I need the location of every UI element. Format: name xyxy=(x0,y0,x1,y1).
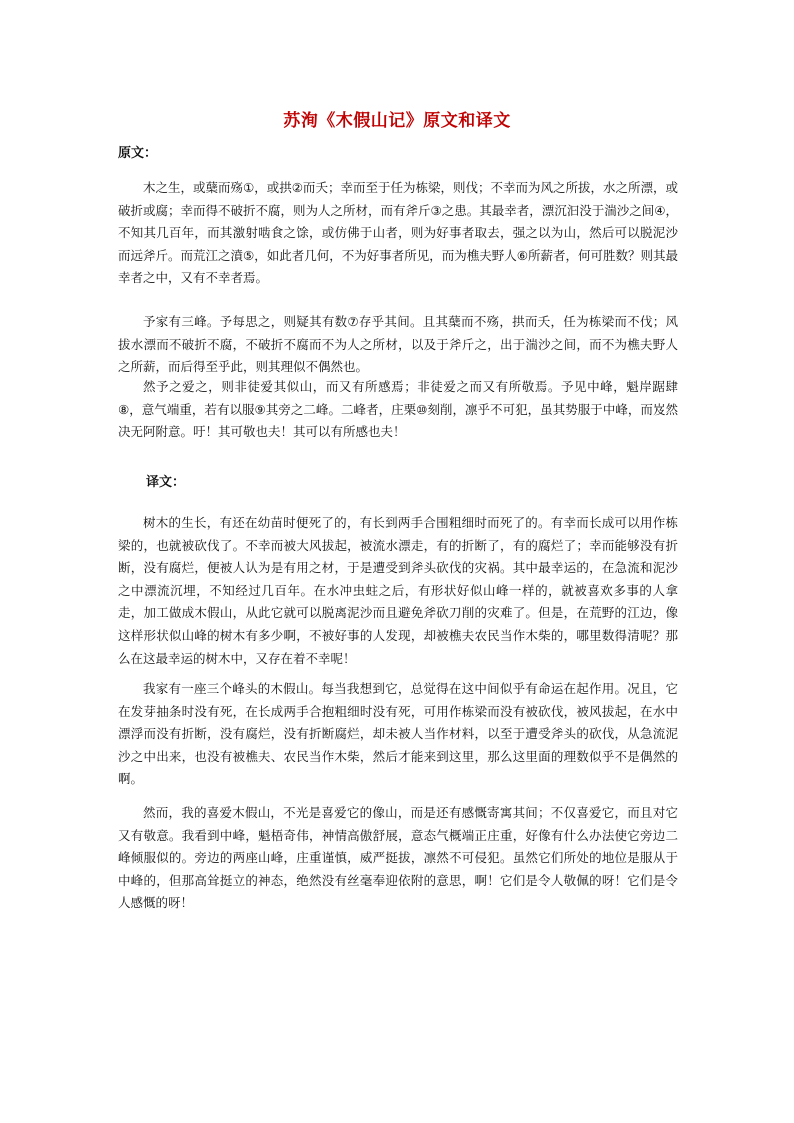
document-title: 苏洵《木假山记》原文和译文 xyxy=(283,111,511,131)
translation-paragraph-2: 我家有一座三个峰头的木假山。每当我想到它，总觉得在这中间似乎有命运在起作用。况且，它在发芽抽条时没有死，在长成两手合抱粗细时没有死，可用作栋梁而没有被砍伐，被风拔起，在水中漂浮而没有折断，没有腐烂，没有折断腐烂，却未被人当作材料，以至于遭受斧头的砍伐，从急流泥沙之中出来，也没有被樵夫、农民当作木柴，然后才能来到这里，那么这里面的理数似乎不是偶然的啊。 xyxy=(118,681,678,787)
translation-label: 译文： xyxy=(146,475,186,490)
original-text-label: 原文： xyxy=(118,146,158,161)
translation-paragraph-1: 树木的生长，有还在幼苗时便死了的，有长到两手合围粗细时而死了的。有幸而长成可以用作栋梁的，也就被砍伐了。不幸而被大风拔起，被流水漂走，有的折断了，有的腐烂了；幸而能够没有折断，没有腐烂，便被人认为是有用之材，于是遭受到斧头砍伐的灾祸。其中最幸运的，在急流和泥沙之中漂流沉埋，不知经过几百年。在水冲虫蛀之后，有形状好似山峰一样的，就被喜欢多事的人拿走，加工做成木假山，从此它就可以脱离泥沙而且避免斧砍刀削的灾难了。但是，在荒野的江边，像这样形状似山峰的树木有多少啊，不被好事的人发现，却被樵夫农民当作木柴的，哪里数得清呢？那么在这最幸运的树木中，又存在着不幸呢！ xyxy=(118,515,678,666)
translation-paragraph-3: 然而，我的喜爱木假山，不光是喜爱它的像山，而是还有感慨寄寓其间；不仅喜爱它，而且对它又有敬意。我看到中峰，魁梧奇伟，神情高傲舒展，意态气概端正庄重，好像有什么办法使它旁边二峰倾服似的。旁边的两座山峰，庄重谨慎，威严挺拔，凛然不可侵犯。虽然它们所处的地位是服从于中峰的，但那高耸挺立的神态，绝然没有丝毫奉迎依附的意思，啊！它们是令人敬佩的呀！它们是令人感慨的呀！ xyxy=(118,805,678,911)
original-paragraph-3: 然予之爱之，则非徒爱其似山，而又有所感焉；非徒爱之而又有所敬焉。予见中峰，魁岸踞肆⑧，意气端重，若有以服⑨其旁之二峰。二峰者，庄栗⑩刻削，凛乎不可犯，虽其势服于中峰，而岌然决无阿附意。吁！其可敬也夫！其可以有所感也夫！ xyxy=(118,379,678,440)
original-paragraph-2: 予家有三峰。予每思之，则疑其有数⑦存乎其间。且其蘖而不殇，拱而夭，任为栋梁而不伐；风拔水漂而不破折不腐，不破折不腐而不为人之所材，以及于斧斤之，出于湍沙之间，而不为樵夫野人之所薪，而后得至乎此，则其理似不偶然也。 xyxy=(118,314,678,375)
original-paragraph-1: 木之生，或蘖而殇①，或拱②而夭；幸而至于任为栋梁，则伐；不幸而为风之所拔，水之所漂，或破折或腐；幸而得不破折不腐，则为人之所材，而有斧斤③之患。其最幸者，漂沉汩没于湍沙之间④，不知其几百年，而其激射啮食之馀，或仿佛于山者，则为好事者取去，强之以为山，然后可以脱泥沙而远斧斤。而荒江之濆⑤，如此者几何，不为好事者所见，而为樵夫野人⑥所薪者，何可胜数？则其最幸者之中，又有不幸者焉。 xyxy=(118,180,678,286)
